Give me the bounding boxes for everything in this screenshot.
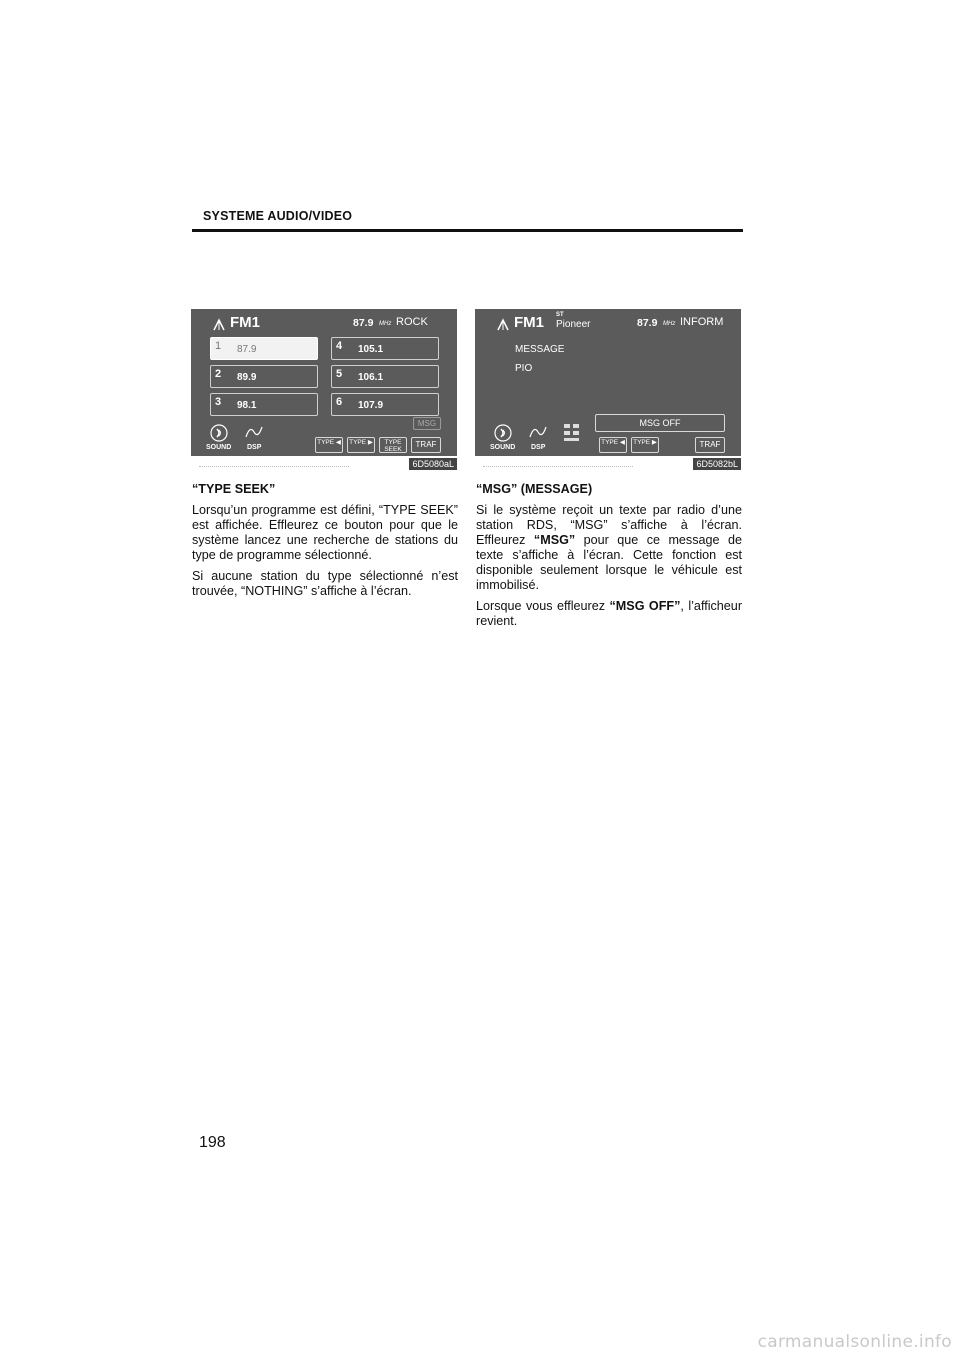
section-heading: “TYPE SEEK” — [192, 482, 276, 496]
preset-frequency: 89.9 — [237, 372, 257, 383]
dsp-label: DSP — [531, 444, 546, 451]
msg-off-button[interactable]: MSG OFF — [595, 414, 725, 432]
page-number: 198 — [199, 1134, 226, 1151]
bold-term: “MSG” — [533, 533, 576, 547]
type-next-button[interactable]: TYPE ▶ — [347, 437, 375, 453]
program-type: ROCK — [396, 316, 428, 328]
preset-number: 4 — [336, 340, 343, 352]
preset-button-1[interactable] — [210, 337, 318, 360]
preset-frequency: 107.9 — [358, 400, 384, 411]
antenna-icon — [496, 318, 510, 332]
unit-label: MHz — [663, 321, 676, 327]
preset-frequency: 87.9 — [237, 344, 257, 355]
grid-icon[interactable] — [563, 423, 581, 443]
sound-label: SOUND — [490, 444, 516, 451]
figure-radio-type-seek — [191, 309, 457, 470]
type-prev-button[interactable]: TYPE ◀ — [599, 437, 627, 453]
band-label: FM1 — [230, 314, 260, 331]
dsp-label: DSP — [247, 444, 262, 451]
sound-icon[interactable] — [494, 424, 512, 442]
stereo-indicator: ST — [556, 312, 564, 318]
preset-frequency: 98.1 — [237, 400, 257, 411]
text-run: Lorsque vous effleurez — [476, 599, 610, 613]
preset-button-6[interactable] — [331, 393, 439, 416]
station-name: Pioneer — [556, 319, 591, 330]
sound-icon[interactable] — [210, 424, 228, 442]
type-prev-button[interactable]: TYPE ◀ — [315, 437, 343, 453]
type-seek-button[interactable]: TYPE SEEK — [379, 437, 407, 453]
text-run: , l’afficheur revient. — [476, 599, 743, 628]
message-title: MESSAGE — [515, 344, 565, 355]
preset-button-3[interactable] — [210, 393, 318, 416]
section-title: SYSTEME AUDIO/VIDEO — [203, 209, 353, 223]
watermark: carmanualsonline.info — [757, 1332, 952, 1352]
type-seek-section — [192, 482, 458, 605]
preset-frequency: 106.1 — [358, 372, 384, 383]
band-label: FM1 — [514, 314, 544, 331]
header-rule — [192, 229, 743, 232]
preset-button-2[interactable] — [210, 365, 318, 388]
preset-number: 6 — [336, 396, 343, 408]
preset-button-4[interactable] — [331, 337, 439, 360]
preset-button-5[interactable] — [331, 365, 439, 388]
paragraph — [476, 503, 742, 593]
figure-border — [199, 466, 349, 468]
text-run: Si le système reçoit un texte par radio d’une station RDS, “MSG” s’affiche à l’écran. Effleurez — [476, 503, 742, 547]
traf-button[interactable]: TRAF — [411, 437, 441, 453]
paragraph: Si aucune station du type sélectionné n’est trouvée, “NOTHING” s’affiche à l’écran. — [192, 569, 458, 598]
figure-border — [483, 466, 633, 468]
preset-number: 3 — [215, 396, 222, 408]
type-next-button[interactable]: TYPE ▶ — [631, 437, 659, 453]
sound-label: SOUND — [206, 444, 232, 451]
preset-frequency: 105.1 — [358, 344, 384, 355]
msg-button[interactable]: MSG — [413, 417, 441, 430]
radio-screen — [475, 309, 741, 456]
paragraph: Lorsqu’un programme est défini, “TYPE SEEK” est affichée. Effleurez ce bouton pour que le système lancez une recherche de stations du type de programme sélectionné. — [192, 503, 458, 562]
message-text: PIO — [515, 363, 533, 374]
preset-number: 1 — [215, 340, 222, 352]
preset-number: 2 — [215, 368, 222, 380]
dsp-icon[interactable] — [244, 423, 264, 441]
text-run: pour que ce message de texte s’affiche à l’écran. Cette fonction est disponible seulement lorsque le véhicule est immobilisé. — [476, 533, 742, 592]
preset-number: 5 — [336, 368, 343, 380]
paragraph — [476, 599, 742, 629]
figure-code: 6D5082bL — [693, 458, 741, 470]
section-heading: “MSG” (MESSAGE) — [476, 482, 593, 496]
dsp-icon[interactable] — [528, 423, 548, 441]
frequency-display: 87.9 — [353, 317, 374, 329]
frequency-display: 87.9 — [637, 317, 658, 329]
msg-section — [476, 482, 742, 635]
bold-term: “MSG OFF” — [609, 599, 681, 613]
figure-code: 6D5080aL — [409, 458, 457, 470]
figure-radio-message — [475, 309, 741, 470]
antenna-icon — [212, 318, 226, 332]
unit-label: MHz — [379, 321, 392, 327]
traf-button[interactable]: TRAF — [695, 437, 725, 453]
radio-screen — [191, 309, 457, 456]
program-type: INFORM — [680, 316, 724, 328]
